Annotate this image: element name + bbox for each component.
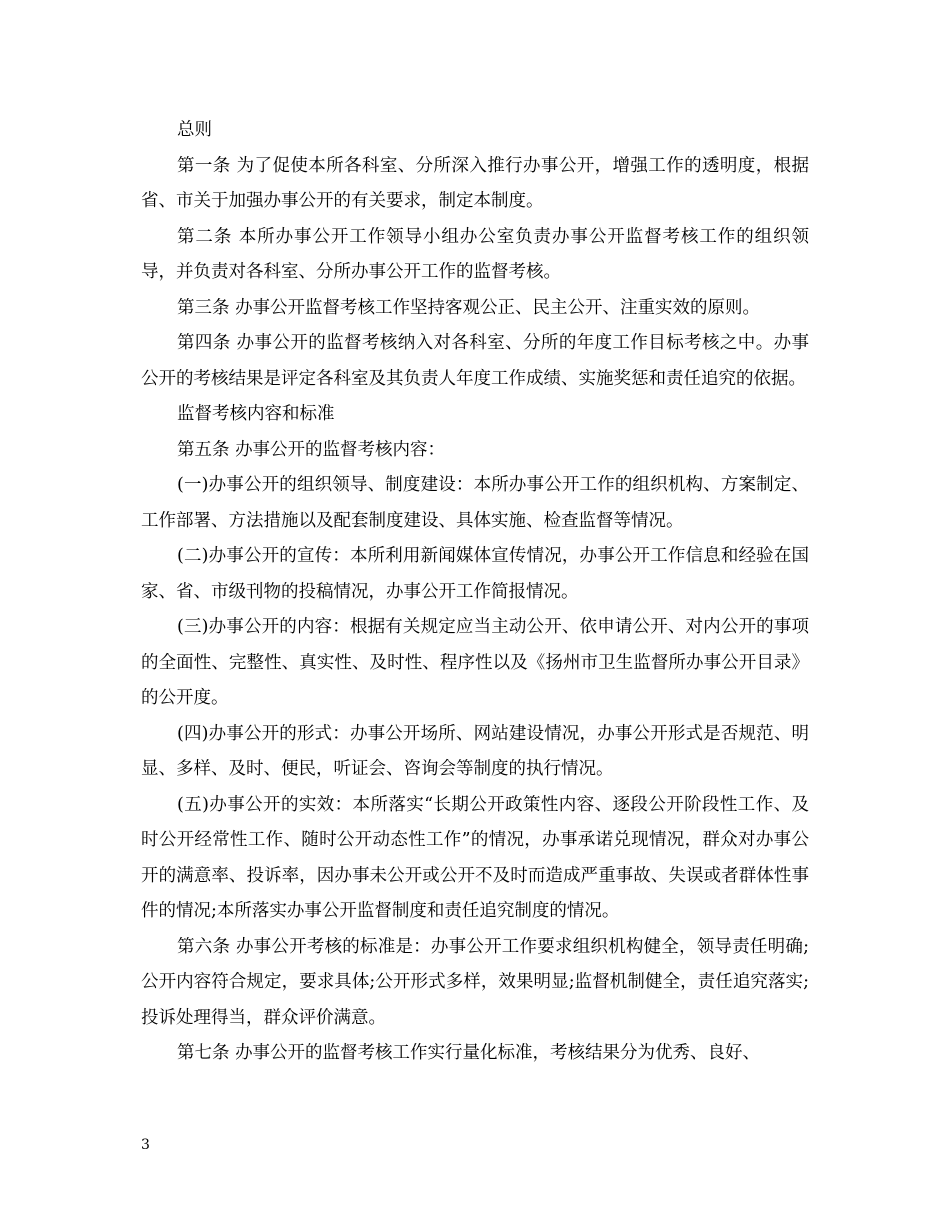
item-3-paragraph: (三)办事公开的内容：根据有关规定应当主动公开、依申请公开、对内公开的事项的全面性、完整性、真实性、及时性、程序性以及《扬州市卫生监督所办事公开目录》的公开度。 [141,617,809,708]
section-heading-general: 总则 [177,120,212,140]
section-heading-content-standards: 监督考核内容和标准 [177,404,335,424]
page-number: 3 [141,1137,150,1153]
article-4-paragraph: 第四条 办事公开的监督考核纳入对各科室、分所的年度工作目标考核之中。办事公开的考核结果是评定各科室及其负责人年度工作成绩、实施奖惩和责任追究的依据。 [141,333,809,389]
document-body [141,113,809,1072]
article-1-paragraph: 第一条 为了促使本所各科室、分所深入推行办事公开，增强工作的透明度，根据省、市关于加强办事公开的有关要求，制定本制度。 [141,155,809,211]
item-5-paragraph: (五)办事公开的实效：本所落实“长期公开政策性内容、逐段公开阶段性工作、及时公开经常性工作、随时公开动态性工作”的情况，办事承诺兑现情况，群众对办事公开的满意率、投诉率，因办事未公开或公开不及时而造成严重事故、失误或者群体性事件的情况;本所落实办事公开监督制度和责任追究制度的情况。 [141,794,809,921]
item-1-paragraph: (一)办事公开的组织领导、制度建设：本所办事公开工作的组织机构、方案制定、工作部署、方法措施以及配套制度建设、具体实施、检查监督等情况。 [141,475,809,531]
article-3-paragraph: 第三条 办事公开监督考核工作坚持客观公正、民主公开、注重实效的原则。 [177,297,761,318]
item-2-paragraph: (二)办事公开的宣传：本所利用新闻媒体宣传情况，办事公开工作信息和经验在国家、省、市级刊物的投稿情况，办事公开工作简报情况。 [141,546,809,602]
article-6-paragraph: 第六条 办事公开考核的标准是：办事公开工作要求组织机构健全，领导责任明确;公开内容符合规定，要求具体;公开形式多样，效果明显;监督机制健全，责任追究落实;投诉处理得当，群众评价满意。 [141,936,809,1028]
item-4-paragraph: (四)办事公开的形式：办事公开场所、网站建设情况，办事公开形式是否规范、明显、多样、及时、便民，听证会、咨询会等制度的执行情况。 [141,723,809,779]
article-5-paragraph: 第五条 办事公开的监督考核内容： [177,439,446,460]
article-7-paragraph: 第七条 办事公开的监督考核工作实行量化标准，考核结果分为优秀、良好、 [177,1043,761,1063]
article-2-paragraph: 第二条 本所办事公开工作领导小组办公室负责办事公开监督考核工作的组织领导，并负责对各科室、分所办事公开工作的监督考核。 [141,226,809,282]
